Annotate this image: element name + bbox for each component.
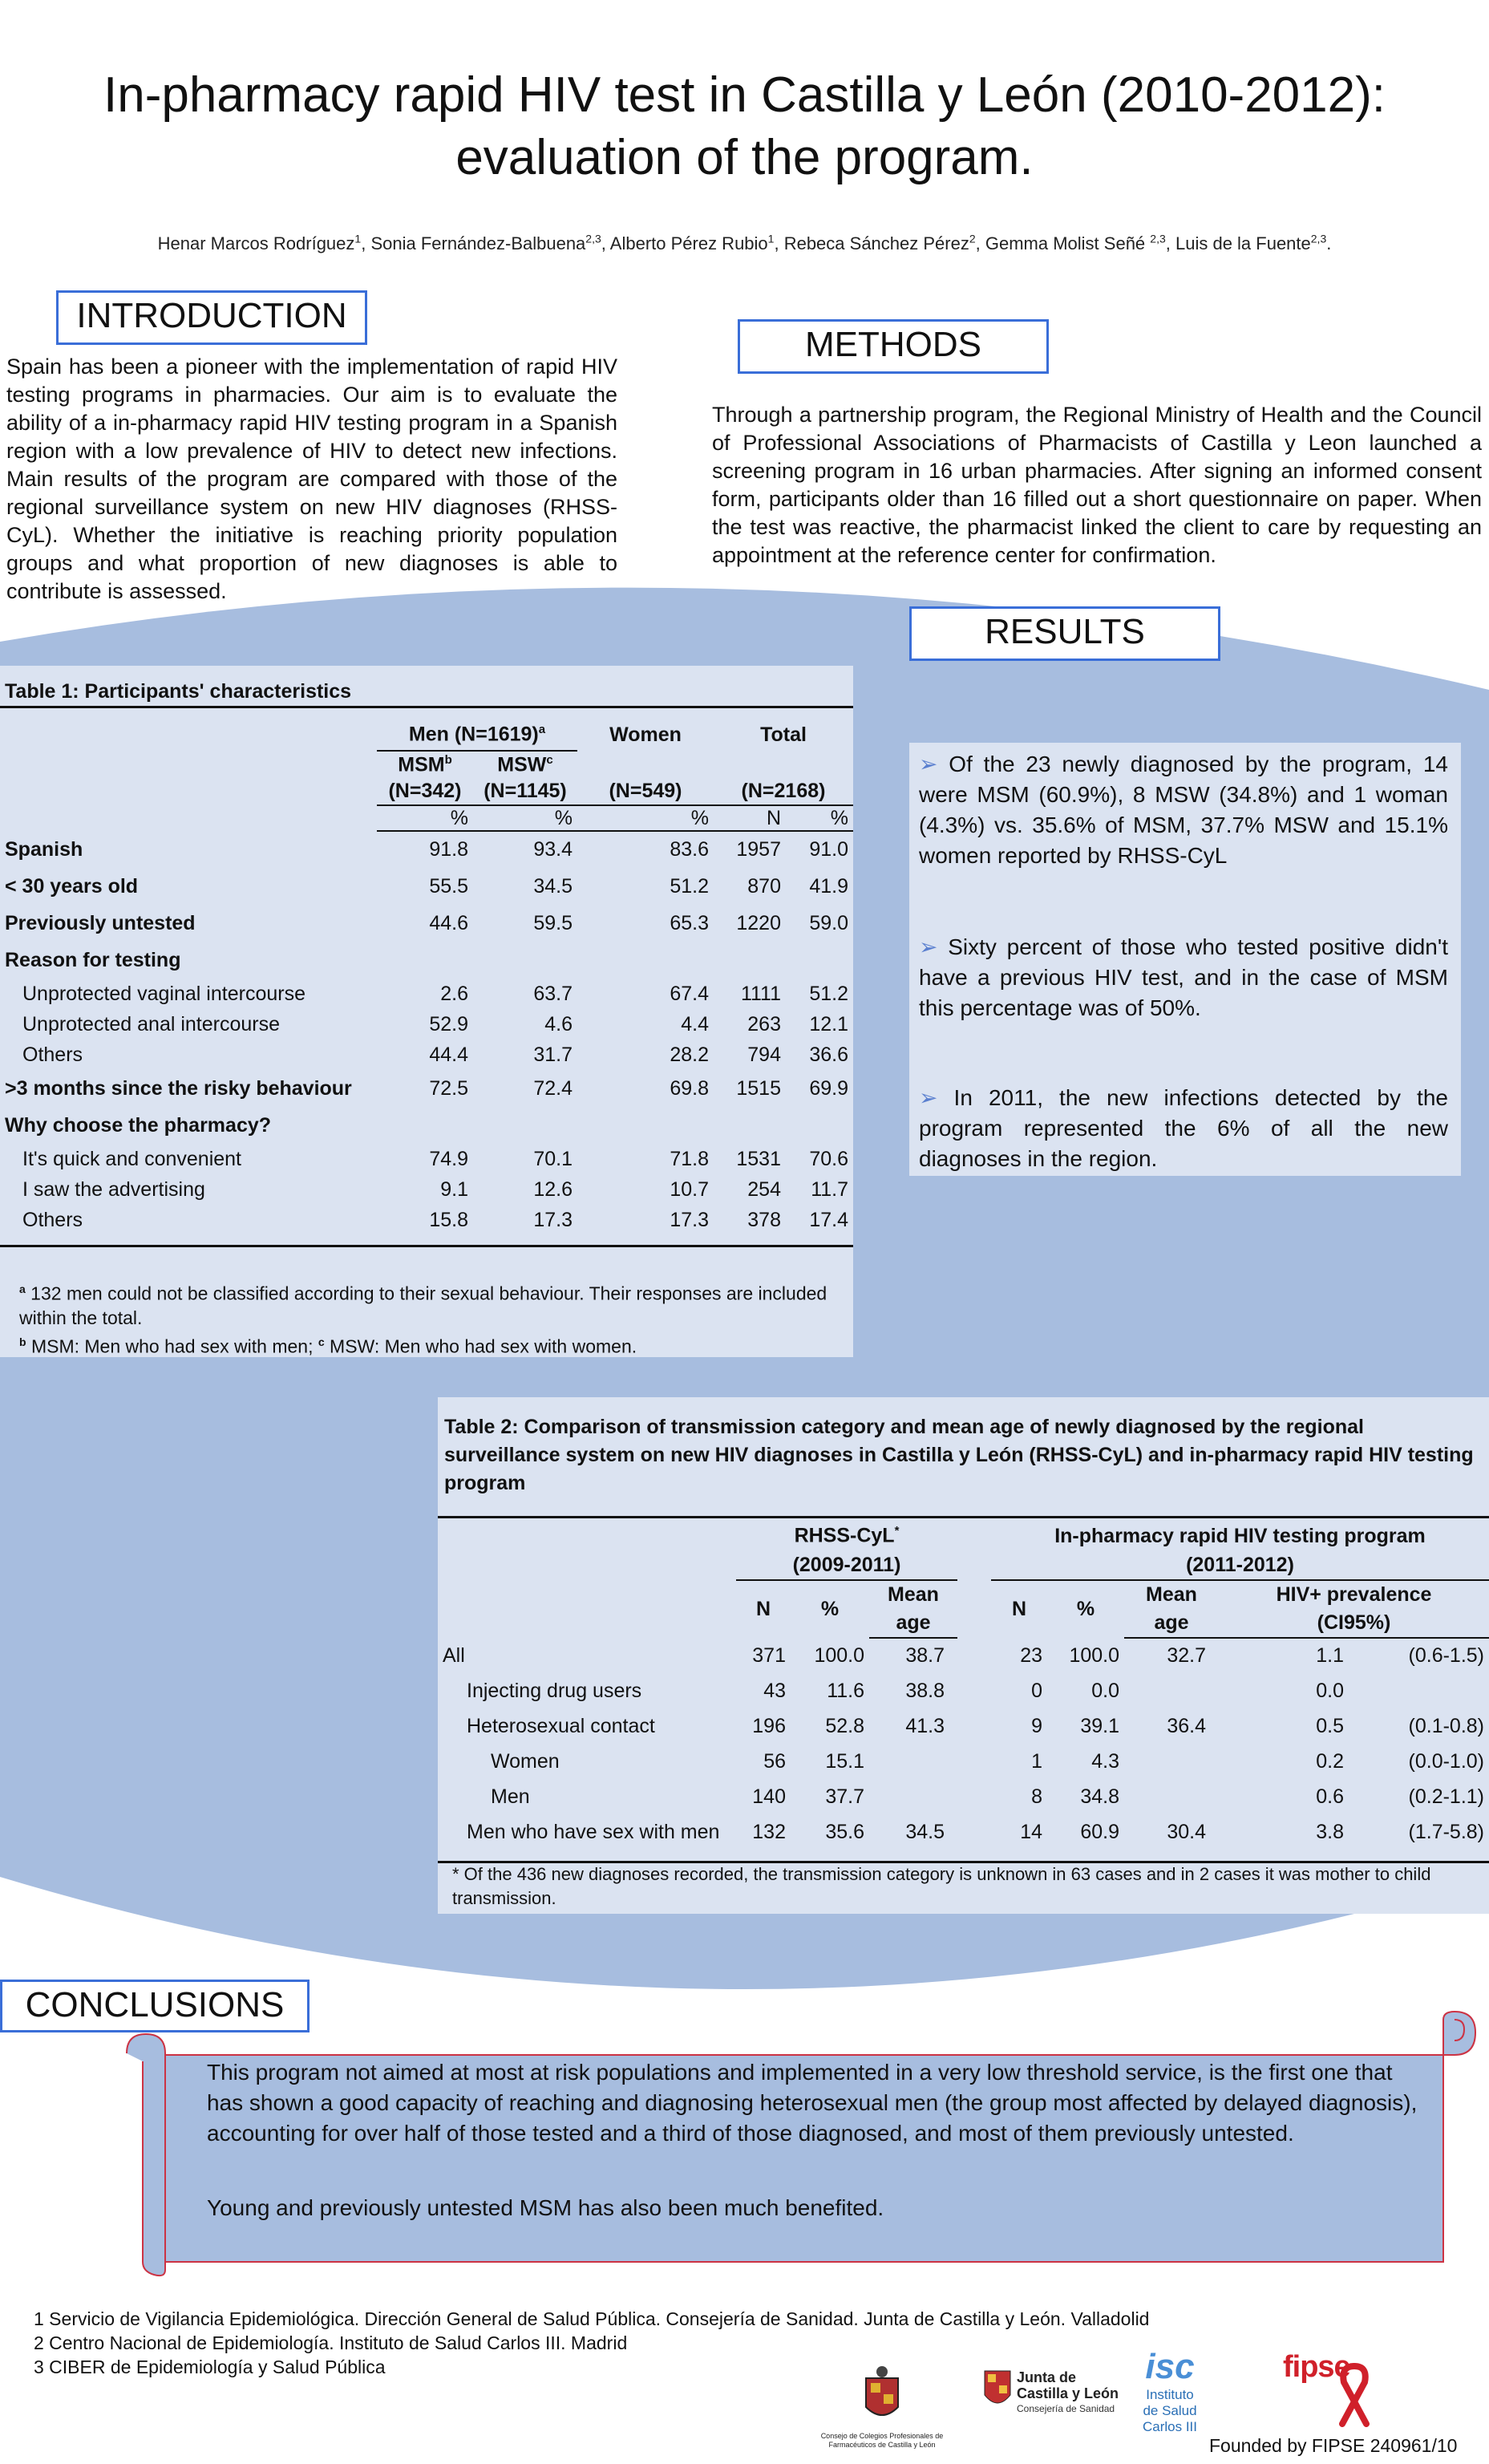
table2-mean-header: age: [869, 1609, 957, 1638]
affiliation-3: 3 CIBER de Epidemiología y Salud Pública: [34, 2357, 386, 2377]
table2-cell-prog-n: 1: [1031, 1749, 1042, 1773]
table2-mean-header: age: [1124, 1609, 1219, 1638]
table1-msm-n: (N=342): [377, 778, 473, 805]
table1: [0, 719, 853, 1235]
isciii-label-3: Carlos III: [1142, 2419, 1198, 2434]
table2-cell-rhss-n: 132: [752, 1820, 786, 1843]
table2-row-label: Heterosexual contact: [467, 1714, 655, 1737]
result-bullet-2: ➢ Sixty percent of those who tested positive didn't have a previous HIV test, and in the case of MSM this percentage was of 50%.: [919, 934, 1448, 1020]
table1-msm-header: MSM$^b$: [398, 752, 452, 776]
table1-cell-total-pct: 17.4: [809, 1208, 848, 1231]
table2-cell-prog-mean-age: 32.7: [1167, 1644, 1206, 1667]
table1-cell-msw: 34.5: [533, 874, 573, 898]
table2-cell-prog-mean-age: [1124, 1744, 1219, 1779]
funding-note: Founded by FIPSE 240961/10: [1209, 2435, 1458, 2456]
table1-cell-msw: 70.1: [533, 1147, 573, 1170]
table1-footnote-b: $^b$ MSM: Men who had sex with men; $^c$ MSW: Men who had sex with women.: [19, 1335, 637, 1357]
table2-row-label: Men who have sex with men: [467, 1820, 720, 1843]
table1-cell-women: 67.4: [670, 982, 709, 1005]
colegios-label: Consejo de Colegios Profesionales de Farmacéuticos de Castilla y León: [820, 2432, 944, 2449]
table2-rhss-header: RHSS-CyL*: [794, 1524, 900, 1547]
table2-cell-prog-pct: 39.1: [1080, 1714, 1119, 1737]
table2-cell-prog-n: 23: [1020, 1643, 1042, 1667]
table1-cell-msm: 91.8: [429, 838, 468, 861]
conclusions-paragraph-1: This program not aimed at most at risk populations and implemented in a very low threshold service, is the first one that has shown a good capacity of reaching and diagnosing heterosexual men (the group most affected by delayed diagnosis), accounting for over half of those tested and a third of those diagnosed, and most of them previously untested.: [207, 2060, 1418, 2146]
table1-cell-msm: 74.9: [429, 1147, 468, 1170]
table2-row: [438, 1673, 1489, 1708]
table2-cell-ci: (0.6-1.5): [1408, 1644, 1484, 1667]
red-ribbon-icon: [1334, 2361, 1374, 2427]
isciii-label-1: Instituto: [1146, 2387, 1194, 2402]
table2-cell-prog-n: 9: [1031, 1714, 1042, 1737]
result-bullet-3: ➢ In 2011, the new infections detected by the program represented the 6% of all the new diagnoses in the region.: [919, 1085, 1448, 1171]
table2-n-header: N: [755, 1598, 771, 1620]
table1-row: [0, 868, 853, 905]
junta-logo: [983, 2366, 1143, 2430]
table1-cell-msm: 15.8: [429, 1208, 468, 1231]
poster-title: [0, 64, 1489, 189]
table2-row-label: All: [443, 1643, 465, 1667]
isciii-logo: [1126, 2347, 1214, 2451]
table1-cell-total-pct: 51.2: [809, 982, 848, 1005]
table1-cell-total-pct: 12.1: [809, 1012, 848, 1035]
table2-spacer: [957, 1744, 991, 1779]
conclusions-paragraph-2: Young and previously untested MSM has also been much benefited.: [207, 2195, 884, 2220]
table1-cell-msm: 9.1: [440, 1177, 468, 1201]
table1-cell-women: 71.8: [670, 1147, 709, 1170]
table1-cell-msm: [377, 1107, 473, 1144]
table1-row: [0, 979, 853, 1009]
table1-cell-women: 28.2: [670, 1043, 709, 1066]
table1-unit: N: [714, 805, 786, 831]
table2-mean-header: Mean: [888, 1583, 939, 1606]
table2-cell-prog-mean-age: 36.4: [1167, 1714, 1206, 1737]
table1-cell-msw: 63.7: [533, 982, 573, 1005]
table1-row-label: It's quick and convenient: [22, 1147, 241, 1170]
table1-cell-women: 69.8: [670, 1076, 709, 1100]
table2-cell-prevalence: 0.6: [1316, 1785, 1344, 1808]
table1-cell-total-n: 254: [747, 1177, 781, 1201]
table1-row-label: Unprotected vaginal intercourse: [22, 982, 305, 1005]
table2-cell-prog-pct: 0.0: [1091, 1679, 1119, 1702]
table1-row: [0, 1205, 853, 1235]
table2-cell-prog-mean-age: [1124, 1673, 1219, 1708]
table2-cell-rhss-pct: 35.6: [825, 1820, 864, 1843]
table2-spacer: [957, 1638, 991, 1673]
table2-cell-prevalence: 3.8: [1316, 1820, 1344, 1843]
table1-unit: %: [473, 805, 577, 831]
table1-cell-msw: 4.6: [544, 1012, 573, 1035]
table1-cell-total-n: 870: [747, 874, 781, 898]
table2-row: [438, 1638, 1489, 1673]
methods-text: Through a partnership program, the Regional Ministry of Health and the Council of Professional Associations of Pharmacists of Castilla y Leon launched a screening program in 16 urban pharmacies. After signing an informed consent form, participants older than 16 filled out a short questionnaire on paper. When the test was reactive, the pharmacist linked the client to care by requesting an appointment at the reference center for confirmation.: [712, 403, 1482, 567]
table1-cell-msw: [473, 1107, 577, 1144]
table2-cell-ci: (0.0-1.0): [1408, 1749, 1484, 1773]
junta-shield-icon: [983, 2369, 1012, 2411]
table1-men-header: Men (N=1619)$^a$: [377, 719, 577, 751]
fipse-label: fipse: [1283, 2350, 1350, 2384]
table1-cell-msw: 12.6: [533, 1177, 573, 1201]
table2-cell-ci: [1349, 1673, 1489, 1708]
table2-n-header: N: [1011, 1598, 1027, 1620]
table2: [438, 1521, 1489, 1850]
table1-unit: %: [786, 805, 853, 831]
table2-prev-header: HIV+ prevalence: [1276, 1583, 1432, 1606]
table1-row: [0, 942, 853, 979]
table2-cell-rhss-n: 371: [752, 1643, 786, 1667]
table1-cell-msw: 59.5: [533, 911, 573, 934]
table2-cell-ci: (0.2-1.1): [1408, 1785, 1484, 1808]
table1-cell-msw: 31.7: [533, 1043, 573, 1066]
table1-footnotes: [19, 1277, 845, 1358]
table1-row: [0, 905, 853, 942]
table1-row: [0, 1144, 853, 1174]
table2-cell-rhss-pct: 15.1: [825, 1749, 864, 1773]
table1-row-label: Reason for testing: [5, 948, 181, 971]
table2-panel: [438, 1397, 1489, 1914]
author: Sonia Fernández-Balbuena$^{2,3}$,: [370, 233, 610, 254]
table1-row-label: Why choose the pharmacy?: [5, 1113, 272, 1137]
table2-cell-prevalence: 0.0: [1316, 1679, 1344, 1702]
table2-cell-ci: (1.7-5.8): [1408, 1820, 1484, 1843]
table1-cell-msm: 2.6: [440, 982, 468, 1005]
table2-spacer: [957, 1673, 991, 1708]
table1-row: [0, 1070, 853, 1107]
table1-cell-total-n: 1111: [740, 982, 781, 1005]
table1-cell-women: 65.3: [670, 911, 709, 934]
table1-row-label: >3 months since the risky behaviour: [5, 1076, 352, 1100]
table1-row-label: Others: [22, 1208, 83, 1231]
author-list: [0, 233, 1489, 254]
table1-cell-women: 17.3: [670, 1208, 709, 1231]
author: Luis de la Fuente$^{2,3}$.: [1175, 233, 1332, 254]
author: Alberto Pérez Rubio$^1$,: [609, 233, 784, 254]
table2-row: [438, 1708, 1489, 1744]
arrow-icon: ➢: [919, 752, 949, 776]
table1-cell-msm: [377, 942, 473, 979]
table2-spacer: [957, 1814, 991, 1850]
table2-cell-rhss-mean-age: 38.7: [905, 1644, 945, 1667]
table2-cell-rhss-pct: 37.7: [825, 1785, 864, 1808]
table1-row: [0, 1174, 853, 1205]
table1-row-label: Unprotected anal intercourse: [22, 1012, 281, 1035]
junta-label-1: Junta de: [1017, 2369, 1077, 2385]
table2-cell-prevalence: 0.2: [1316, 1749, 1344, 1773]
table2-cell-rhss-n: 43: [763, 1679, 786, 1702]
table1-cell-total-pct: [786, 942, 853, 979]
table2-cell-rhss-mean-age: 38.8: [905, 1679, 945, 1702]
table1-cell-msm: 44.4: [429, 1043, 468, 1066]
isciii-mark: isc: [1145, 2347, 1195, 2386]
author: Rebeca Sánchez Pérez$^2$,: [783, 233, 985, 254]
table2-ci-header: (CI95%): [1219, 1609, 1489, 1638]
table2-pct-header: %: [820, 1598, 840, 1620]
table2-program-years: (2011-2012): [991, 1551, 1489, 1580]
results-panel: [909, 743, 1461, 1176]
table2-cell-rhss-pct: 11.6: [827, 1679, 864, 1702]
table1-row: [0, 1040, 853, 1070]
table2-cell-prevalence: 1.1: [1316, 1644, 1344, 1667]
table2-cell-rhss-mean-age: [869, 1779, 957, 1814]
table1-cell-total-n: 378: [747, 1208, 781, 1231]
table1-cell-women: [577, 1107, 714, 1144]
table1-cell-total-n: 794: [747, 1043, 781, 1066]
table2-cell-prog-pct: 100.0: [1069, 1643, 1119, 1667]
table1-cell-total-n: 1531: [736, 1147, 781, 1170]
table2-footnote: * Of the 436 new diagnoses recorded, the transmission category is unknown in 63 cases and in 2 cases it was mother to child transmission.: [452, 1864, 1431, 1908]
table1-cell-total-pct: 69.9: [809, 1076, 848, 1100]
table1-row-label: I saw the advertising: [22, 1177, 205, 1201]
affiliation-1: 1 Servicio de Vigilancia Epidemiológica. Dirección General de Salud Pública. Consejería de Sanidad. Junta de Castilla y León. Valladolid: [34, 2308, 1150, 2329]
table1-cell-total-pct: 11.7: [811, 1177, 848, 1201]
table1-cell-total-pct: 70.6: [809, 1147, 848, 1170]
introduction-heading: INTRODUCTION: [56, 290, 367, 345]
author: Gemma Molist Señé $^{2,3}$,: [985, 233, 1175, 254]
table2-cell-prog-n: 0: [1031, 1679, 1042, 1702]
table2-row: [438, 1814, 1489, 1850]
table1-cell-women: 10.7: [670, 1177, 709, 1201]
table2-cell-prog-mean-age: 30.4: [1167, 1820, 1206, 1843]
table2-cell-prog-pct: 34.8: [1080, 1785, 1119, 1808]
table1-cell-msm: 55.5: [429, 874, 468, 898]
table1-unit: %: [577, 805, 714, 831]
result-bullet-1: ➢ Of the 23 newly diagnosed by the program, 14 were MSM (60.9%), 8 MSW (34.8%) and 1 woman (4.3%) vs. 35.6% of MSM, 37.7% MSW and 15.1% women reported by RHSS-CyL: [919, 752, 1448, 868]
table1-cell-total-pct: [786, 1107, 853, 1144]
title-line-1: In-pharmacy rapid HIV test in Castilla y León (2010-2012):: [103, 67, 1386, 123]
table2-program-header: In-pharmacy rapid HIV testing program: [1054, 1524, 1426, 1547]
table1-total-n: (N=2168): [714, 778, 853, 805]
table1-cell-total-n: 1515: [736, 1076, 781, 1100]
table2-row-label: Women: [491, 1749, 560, 1773]
table2-cell-prog-pct: 4.3: [1091, 1749, 1119, 1773]
table1-cell-total-n: 1220: [736, 911, 781, 934]
table2-cell-rhss-pct: 52.8: [825, 1714, 864, 1737]
table1-cell-msw: [473, 942, 577, 979]
table1-cell-msm: 44.6: [429, 911, 468, 934]
table1-row-label: < 30 years old: [5, 874, 139, 898]
table1-row-label: Spanish: [5, 837, 83, 861]
affiliation-2: 2 Centro Nacional de Epidemiología. Instituto de Salud Carlos III. Madrid: [34, 2332, 628, 2353]
table2-rhss-years: (2009-2011): [736, 1551, 957, 1580]
table1-cell-women: 4.4: [681, 1012, 709, 1035]
table1-footnote-a: $^a$ 132 men could not be classified according to their sexual behaviour. Their responses are included within the total.: [19, 1283, 827, 1328]
table2-cell-rhss-n: 56: [763, 1749, 786, 1773]
table1-msw-n: (N=1145): [473, 778, 577, 805]
table1-cell-total-n: 263: [747, 1012, 781, 1035]
table1-cell-msw: 17.3: [533, 1208, 573, 1231]
table1-row: [0, 1107, 853, 1144]
table2-spacer: [957, 1708, 991, 1744]
table1-cell-total-pct: 36.6: [809, 1043, 848, 1066]
table2-cell-rhss-mean-age: 34.5: [905, 1820, 945, 1843]
table1-women-header: Women: [609, 723, 682, 746]
table2-cell-rhss-n: 140: [752, 1785, 786, 1808]
table1-unit: %: [377, 805, 473, 831]
table1-cell-women: 51.2: [670, 874, 709, 898]
methods-heading: METHODS: [738, 319, 1049, 374]
table1-cell-total-n: [714, 942, 786, 979]
table2-cell-rhss-mean-age: [869, 1744, 957, 1779]
table2-mean-header: Mean: [1146, 1583, 1197, 1606]
table1-cell-women: 83.6: [670, 838, 709, 861]
table1-cell-total-pct: 59.0: [809, 911, 848, 934]
fipse-logo: [1283, 2350, 1395, 2430]
junta-label-2: Castilla y León: [1017, 2385, 1119, 2401]
table1-cell-total-pct: 91.0: [809, 838, 848, 861]
isciii-label-2: de Salud: [1143, 2403, 1197, 2418]
table2-cell-prog-n: 8: [1031, 1785, 1042, 1808]
author: Henar Marcos Rodríguez$^1$,: [157, 233, 371, 254]
introduction-text: Spain has been a pioneer with the implementation of rapid HIV testing programs in pharmacies. Our aim is to evaluate the ability of a in-pharmacy rapid HIV testing program in a Spanish region with a low prevalence of HIV to detect new infections. Main results of the program are compared with those of the regional surveillance system on new HIV diagnoses (RHSS-CyL). Whether the initiative is reaching priority population groups and what proportion of new diagnoses is able to contribute is assessed.: [6, 355, 617, 603]
table1-cell-msw: 72.4: [533, 1076, 573, 1100]
table2-cell-prog-pct: 60.9: [1080, 1820, 1119, 1843]
table1-row-label: Others: [22, 1043, 83, 1066]
table1-cell-msm: 52.9: [429, 1012, 468, 1035]
table2-caption: Table 2: Comparison of transmission category and mean age of newly diagnosed by the regional surveillance system on new HIV diagnoses in Castilla y León (RHSS-CyL) and in-pharmacy rapid HIV testing program: [444, 1416, 1474, 1494]
table2-cell-ci: (0.1-0.8): [1408, 1714, 1484, 1737]
junta-label-3: Consejería de Sanidad: [1017, 2403, 1115, 2414]
crest-icon: [818, 2362, 946, 2428]
table2-cell-rhss-n: 196: [752, 1714, 786, 1737]
table2-row-label: Injecting drug users: [467, 1679, 642, 1702]
table2-cell-prevalence: 0.5: [1316, 1714, 1344, 1737]
table2-row: [438, 1744, 1489, 1779]
table2-row: [438, 1779, 1489, 1814]
table2-cell-prog-mean-age: [1124, 1779, 1219, 1814]
table1-msw-header: MSW$^c$: [497, 752, 553, 776]
table1-row: [0, 1009, 853, 1040]
colegios-logo: [818, 2362, 946, 2450]
table2-row-label: Men: [491, 1785, 530, 1808]
table2-cell-rhss-mean-age: 41.3: [905, 1714, 945, 1737]
table1-total-header: Total: [760, 723, 807, 746]
table1-women-n: (N=549): [577, 778, 714, 805]
title-line-2: evaluation of the program.: [455, 130, 1034, 185]
table1-cell-msw: 93.4: [533, 838, 573, 861]
table2-cell-prog-n: 14: [1020, 1820, 1042, 1843]
table1-cell-msm: 72.5: [429, 1076, 468, 1100]
table1-cell-total-n: 1957: [736, 838, 781, 861]
arrow-icon: ➢: [919, 934, 949, 959]
table2-spacer: [957, 1779, 991, 1814]
table1-row: [0, 831, 853, 868]
table2-pct-header: %: [1076, 1598, 1095, 1620]
results-heading: RESULTS: [909, 606, 1220, 661]
table1-row-label: Previously untested: [5, 911, 196, 934]
table1-caption: Table 1: Participants' characteristics: [5, 680, 352, 703]
table1-cell-total-n: [714, 1107, 786, 1144]
conclusions-heading: CONCLUSIONS: [0, 1980, 310, 2032]
table2-cell-rhss-pct: 100.0: [814, 1643, 864, 1667]
table1-panel: [0, 666, 853, 1357]
arrow-icon: ➢: [919, 1085, 954, 1110]
table1-cell-total-pct: 41.9: [809, 874, 848, 898]
table1-cell-women: [577, 942, 714, 979]
